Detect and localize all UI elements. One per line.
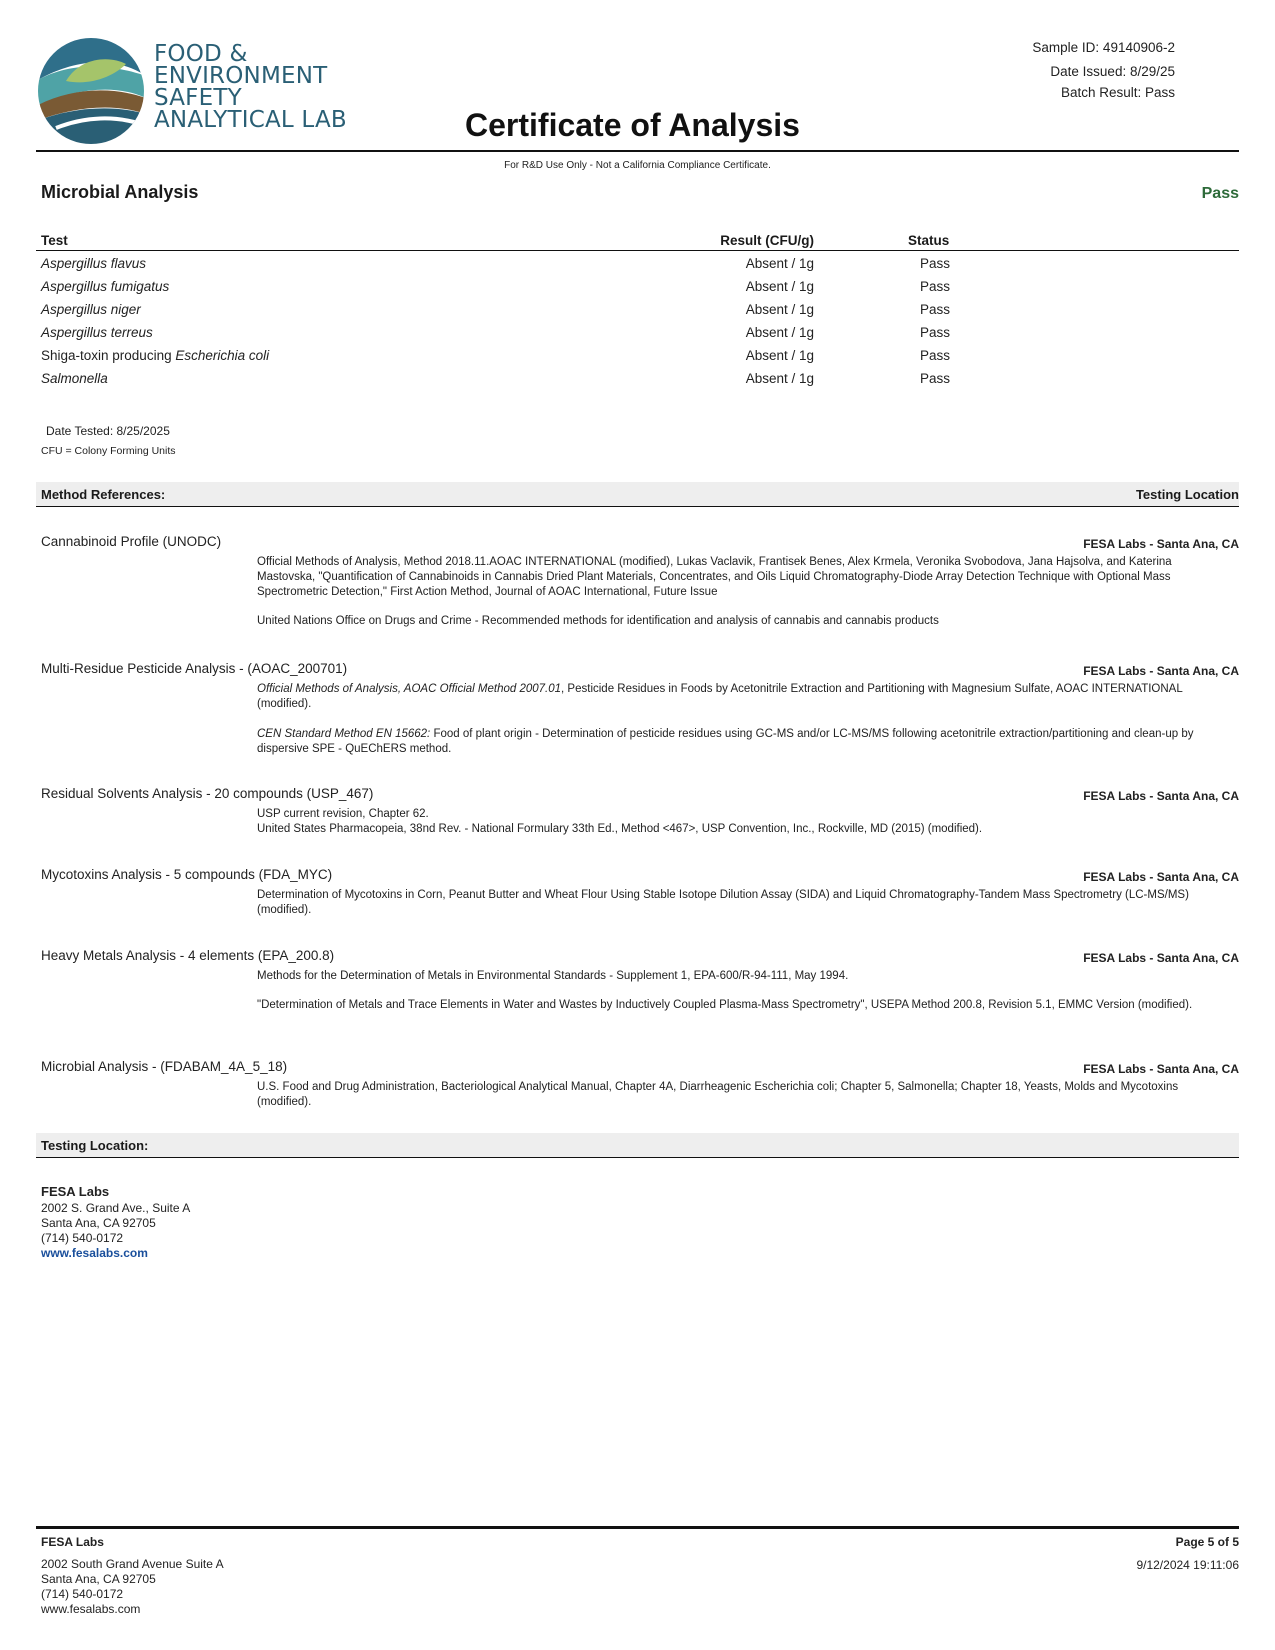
test-result: Absent / 1g [745,348,814,363]
date-issued: Date Issued: 8/29/25 [1050,64,1175,79]
logo-text-line-2: ENVIRONMENT [154,63,328,89]
sample-id: Sample ID: 49140906-2 [1032,40,1175,55]
method-description: Official Methods of Analysis, Method 2018.11.AOAC INTERNATIONAL (modified), Lukas Vaclavik, Frantisek Benes, Alex Krmela, Veronika Svobodova, Jana Hajsolva, and Katerina Mastovska, "Quantification of Cannabinoids in Cannabis Dried Plant Materials, Concentrates, and Oils Liquid Chromatography-Diode Array Detection Technique with Optional Mass Spectrometric Detection," First Action Method, Journal of AOAC International, Future Issue [257,556,1172,598]
footer-divider [36,1526,1239,1529]
test-result: Absent / 1g [745,371,814,386]
method-location: FESA Labs - Santa Ana, CA [1083,537,1239,551]
method-references-divider [36,506,1239,507]
method-location: FESA Labs - Santa Ana, CA [1083,1062,1239,1076]
document-title: Certificate of Analysis [465,107,800,143]
test-status: Pass [920,279,951,294]
col-header-test: Test [41,233,68,248]
method-title: Microbial Analysis - (FDABAM_4A_5_18) [41,1059,288,1074]
method-location: FESA Labs - Santa Ana, CA [1083,870,1239,884]
section-result: Pass [1201,185,1239,202]
method-description [257,682,1233,712]
page-number: Page 5 of 5 [1175,1535,1239,1549]
footer-address-1: 2002 South Grand Avenue Suite A [41,1557,224,1571]
method-title: Mycotoxins Analysis - 5 compounds (FDA_MYC) [41,867,333,882]
test-status: Pass [920,302,951,317]
method-references-heading: Method References: [41,487,166,502]
lab-logo [36,36,146,146]
footer-website: www.fesalabs.com [41,1602,141,1616]
table-row [41,256,146,271]
table-row [41,325,153,340]
batch-result: Batch Result: Pass [1060,85,1175,100]
method-location: FESA Labs - Santa Ana, CA [1083,951,1239,965]
test-result: Absent / 1g [745,302,814,317]
method-description: United States Pharmacopeia, 38nd Rev. - National Formulary 33th Ed., Method <467>, USP Convention, Inc., Rockville, MD (2015) (modified). [257,823,983,835]
section-title: Microbial Analysis [41,182,199,202]
footer-name: FESA Labs [41,1535,104,1549]
table-row [41,348,269,363]
method-location: FESA Labs - Santa Ana, CA [1083,789,1239,803]
header-divider [36,150,1239,152]
test-status: Pass [920,256,951,271]
method-location: FESA Labs - Santa Ana, CA [1083,664,1239,678]
logo-text-line-3: SAFETY [154,85,242,111]
table-row [41,371,108,386]
method-title: Residual Solvents Analysis - 20 compounds (USP_467) [41,786,374,801]
disclaimer: For R&D Use Only - Not a California Compliance Certificate. [504,160,771,171]
testing-location-divider [36,1157,1239,1158]
test-status: Pass [920,325,951,340]
method-title: Cannabinoid Profile (UNODC) [41,534,222,549]
location-address-1: 2002 S. Grand Ave., Suite A [41,1201,191,1215]
test-status: Pass [920,371,951,386]
test-name: Escherichia coli [175,348,270,363]
footer-timestamp: 9/12/2024 19:11:06 [1136,1558,1239,1572]
cfu-note: CFU = Colony Forming Units [41,445,176,457]
method-references-band [36,482,1239,506]
test-result: Absent / 1g [745,279,814,294]
method-description: U.S. Food and Drug Administration, Bacteriological Analytical Manual, Chapter 4A, Diarrheagenic Escherichia coli; Chapter 5, Salmonella; Chapter 18, Yeasts, Molds and Mycotoxins (modified). [257,1081,1179,1108]
test-status: Pass [920,348,951,363]
test-name: Aspergillus fumigatus [41,279,170,294]
date-tested: Date Tested: 8/25/2025 [46,424,170,438]
method-description: United Nations Office on Drugs and Crime - Recommended methods for identification and analysis of cannabis and cannabis products [257,615,939,627]
testing-location-band [36,1133,1239,1157]
testing-location-heading: Testing Location: [41,1138,149,1153]
method-citation: Official Methods of Analysis, AOAC Official Method 2007.01 [257,683,562,695]
footer-phone: (714) 540-0172 [41,1587,124,1601]
method-citation-rest: , Pesticide Residues in Foods by Acetonitrile Extraction and Partitioning with Magnesium Sulfate, AOAC INTERNATIONAL (modified). [257,683,1183,710]
method-title: Multi-Residue Pesticide Analysis - (AOAC_200701) [41,661,348,676]
test-name: Aspergillus terreus [41,325,153,340]
test-result: Absent / 1g [745,256,814,271]
col-header-result: Result (CFU/g) [720,233,814,248]
method-title: Heavy Metals Analysis - 4 elements (EPA_200.8) [41,948,335,963]
location-phone: (714) 540-0172 [41,1231,124,1245]
table-header-divider [36,250,1239,251]
table-row [41,302,141,317]
col-header-status: Status [908,233,950,248]
method-description: "Determination of Metals and Trace Elements in Water and Wastes by Inductively Coupled Plasma-Mass Spectrometry", USEPA Method 200.8, Revision 5.1, EMMC Version (modified). [257,999,1193,1011]
location-name: FESA Labs [41,1184,110,1199]
method-description: USP current revision, Chapter 62. [257,808,429,820]
test-name: Aspergillus niger [41,302,141,317]
test-prefix: Shiga-toxin producing [41,348,176,363]
method-description: Methods for the Determination of Metals in Environmental Standards - Supplement 1, EPA-600/R-94-111, May 1994. [257,970,849,982]
logo-text-line-4: ANALYTICAL LAB [154,107,347,133]
testing-location-column-heading: Testing Location [1135,487,1239,502]
method-citation-rest: Food of plant origin - Determination of pesticide residues using GC-MS and/or LC-MS/MS following acetonitrile extraction/partitioning and clean-up by dispersive SPE - QuEChERS method. [257,728,1194,755]
test-name: Aspergillus flavus [41,256,147,271]
footer-address-2: Santa Ana, CA 92705 [41,1572,156,1586]
logo-text-line-1: FOOD & [154,41,248,67]
method-description: Determination of Mycotoxins in Corn, Peanut Butter and Wheat Flour Using Stable Isotope Dilution Assay (SIDA) and Liquid Chromatography-Tandem Mass Spectrometry (LC-MS/MS) (modified). [257,889,1189,916]
test-result: Absent / 1g [745,325,814,340]
method-citation: CEN Standard Method EN 15662: [257,728,431,740]
table-row [41,279,169,294]
location-address-2: Santa Ana, CA 92705 [41,1216,156,1230]
location-website-link[interactable]: www.fesalabs.com [41,1246,148,1260]
method-description [257,727,1233,757]
test-name: Salmonella [41,371,108,386]
